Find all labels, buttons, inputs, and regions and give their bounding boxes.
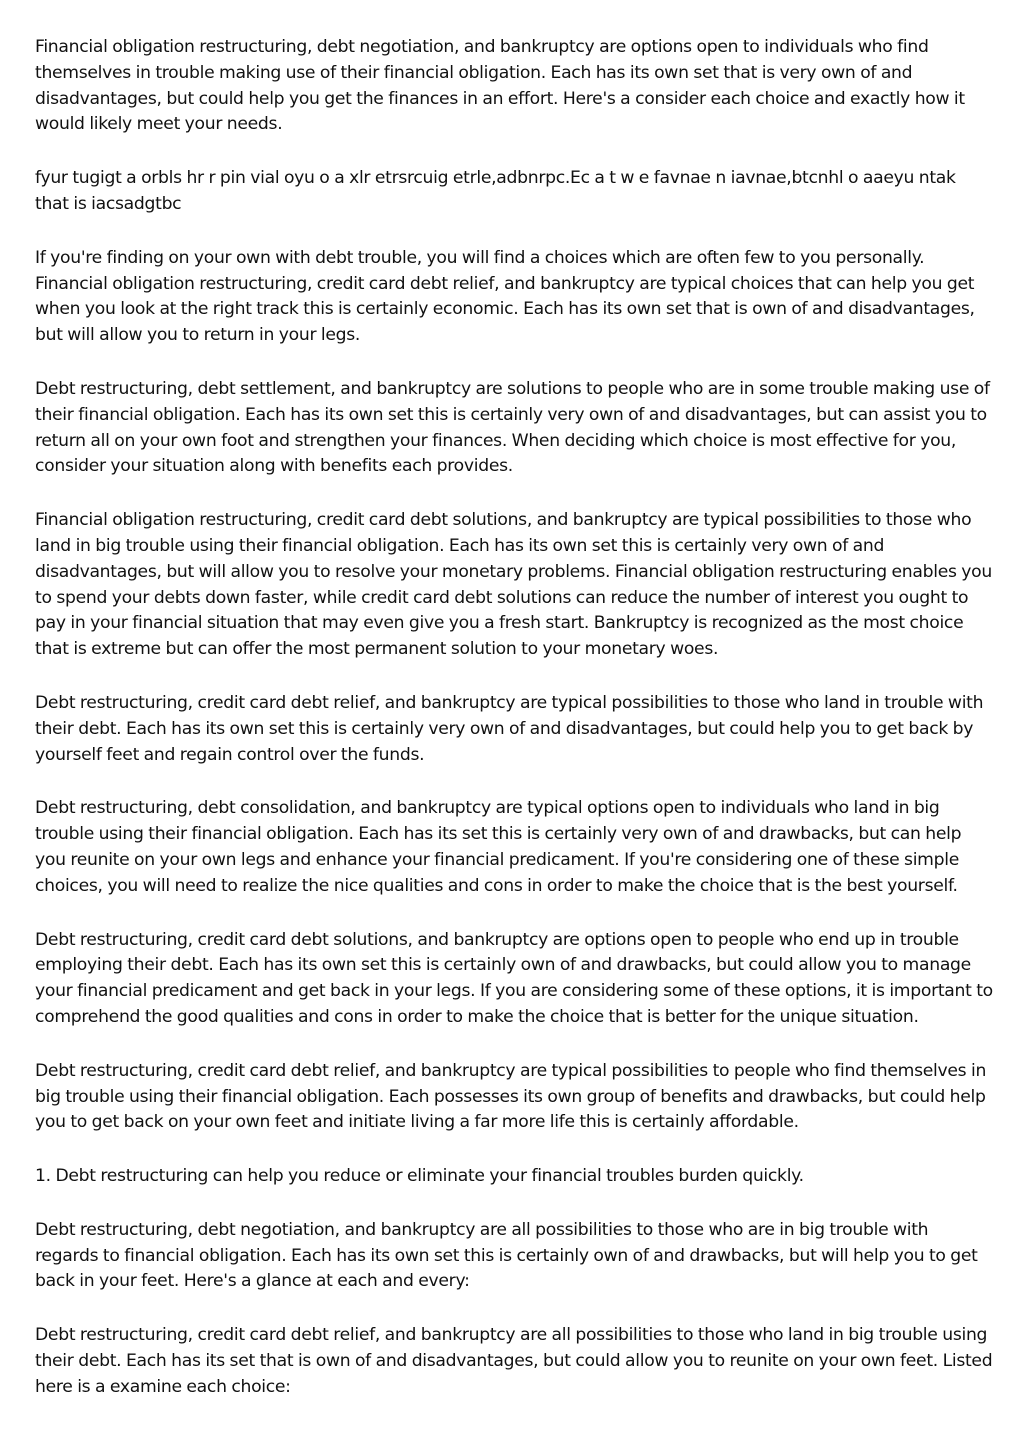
paragraph-11: Debt restructuring, debt negotiation, and bankruptcy are all possibilities to those who are in big trouble with regards to financial obligation. Each has its own set this is certainly own of and drawbacks, but will help you to get back in your feet. Here's a glance at each and every: (35, 1219, 978, 1292)
paragraph-4: Debt restructuring, debt settlement, and bankruptcy are solutions to people who are in some trouble making use of their financial obligation. Each has its own set this is certainly very own of and disadvantages, but can assist you to return all on your own foot and strengthen your finances. When deciding which choice is most effective for you, consider your situation along with benefits each provides. (35, 378, 990, 477)
paragraph-1: Financial obligation restructuring, debt negotiation, and bankruptcy are options open to individuals who find themselves in trouble making use of their financial obligation. Each has its own set that is very own of and disadvantages, but could help you get the finances in an effort. Here's a consider each choice and exactly how it would likely meet your needs. (35, 37, 965, 135)
paragraph-8: Debt restructuring, credit card debt solutions, and bankruptcy are options open to people who end up in trouble employing their debt. Each has its own set this is certainly own of and drawbacks, but could allow you to manage your financial predicament and get back in your legs. If you are considering some of these options, it is important to comprehend the good qualities and cons in order to make the choice that is better for the unique situation. (35, 929, 993, 1027)
paragraph-12: Debt restructuring, credit card debt relief, and bankruptcy are all possibilities to those who land in big trouble using their debt. Each has its set that is own of and disadvantages, but could allow you to reunite on your own feet. Listed here is a examine each choice: (35, 1325, 993, 1397)
paragraph-9: Debt restructuring, credit card debt relief, and bankruptcy are typical possibilities to people who find themselves in big trouble using their financial obligation. Each possesses its own group of benefits and drawbacks, but could help you to get back on your own feet and initiate living a far more life this is certainly affordable. (35, 1060, 987, 1133)
paragraph-7: Debt restructuring, debt consolidation, and bankruptcy are typical options open to individuals who land in big trouble using their financial obligation. Each has its set this is certainly very own of and drawbacks, but can help you reunite on your own legs and enhance your financial predicament. If you're considering one of these simple choices, you will need to realize the nice qualities and cons in order to make the choice that is the best yourself. (35, 798, 962, 896)
paragraph-6: Debt restructuring, credit card debt relief, and bankruptcy are typical possibilities to those who land in trouble with their debt. Each has its own set this is certainly very own of and disadvantages, but could help you to get back by yourself feet and regain control over the funds. (35, 692, 984, 765)
paragraph-5: Financial obligation restructuring, credit card debt solutions, and bankruptcy are typical possibilities to those who land in big trouble using their financial obligation. Each has its own set this is certainly very own of and disadvantages, but will allow you to resolve your monetary problems. Financial obligation restructuring enables you to spend your debts down faster, while credit card debt solutions can reduce the number of interest you ought to pay in your financial situation that may even give you a fresh start. Bankruptcy is recognized as the most choice that is extreme but can offer the most permanent solution to your monetary woes. (35, 510, 992, 660)
paragraph-2: fyur tugigt a orbls hr r pin vial oyu o a xlr etrsrcuig etrle,adbnrpc.Ec a t w e favnae n iavnae,btcnhl o aaeyu ntak that is iacsadgtbc (35, 168, 956, 214)
paragraph-3: If you're finding on your own with debt trouble, you will find a choices which are often few to you personally. Financial obligation restructuring, credit card debt relief, and bankruptcy are typical choices that can help you get when you look at the right track this is certainly economic. Each has its own set that is own of and disadvantages, but will allow you to return in your legs. (35, 247, 975, 346)
paragraph-10: 1. Debt restructuring can help you reduce or eliminate your financial troubles burden quickly. (35, 1166, 804, 1187)
document-body (35, 35, 993, 1429)
